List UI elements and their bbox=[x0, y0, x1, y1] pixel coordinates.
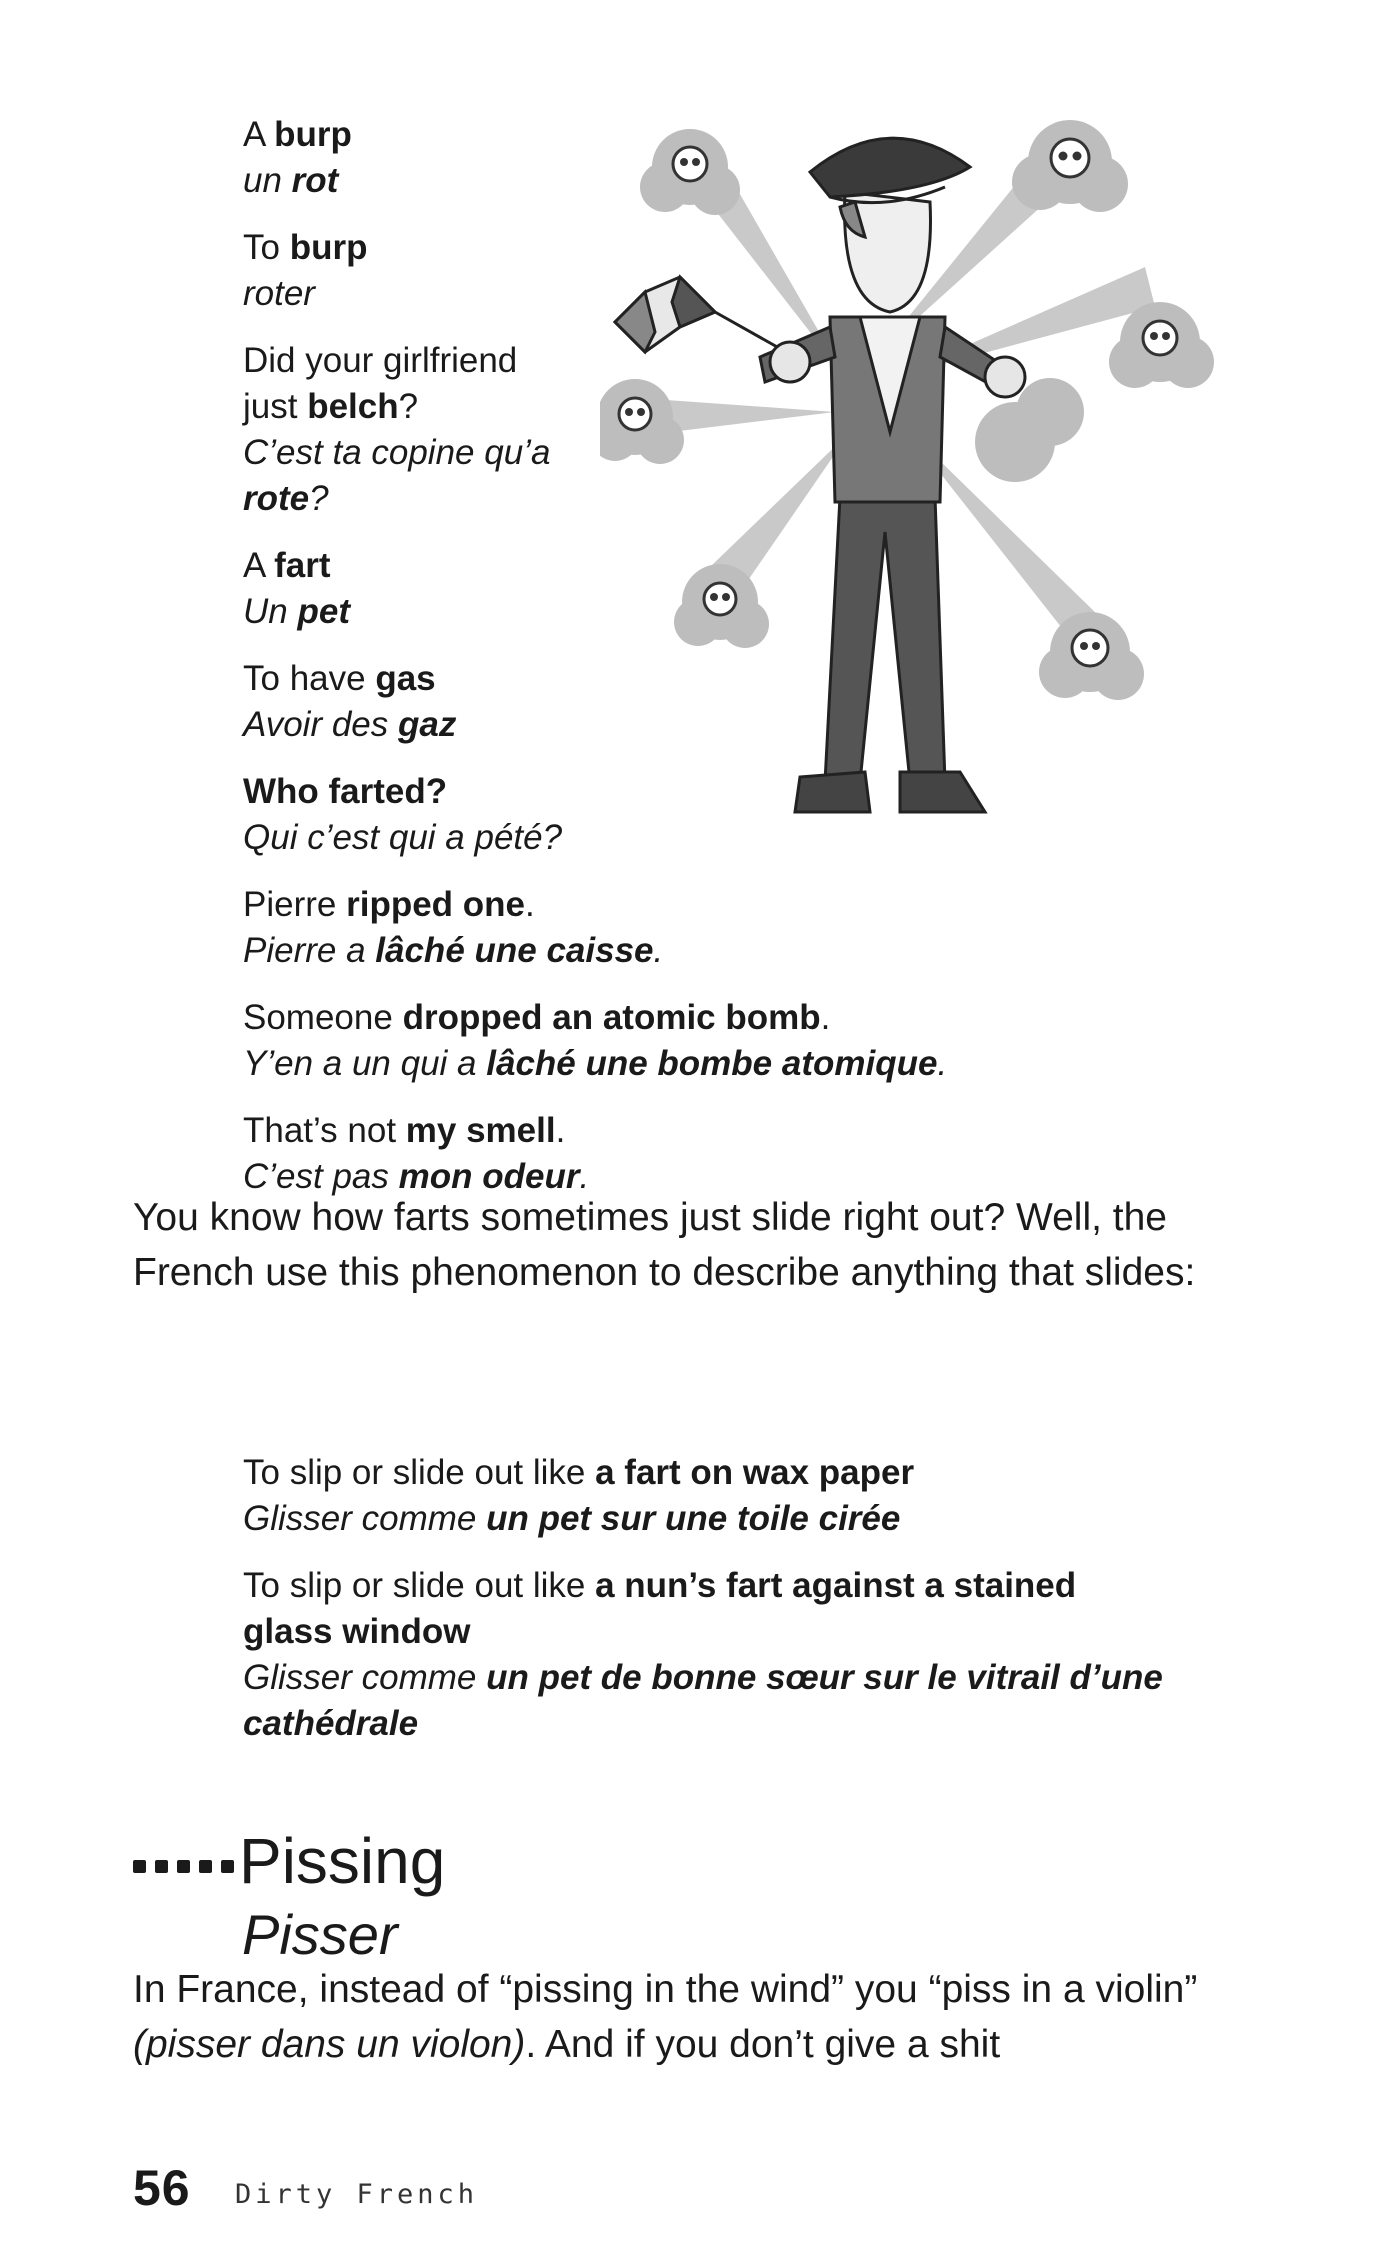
section-subtitle: Pisser bbox=[242, 1903, 398, 1966]
bold-term: burp bbox=[274, 115, 352, 154]
text-run: Glisser comme bbox=[243, 1499, 487, 1538]
text-run: Qui c’est qui a pété? bbox=[243, 818, 563, 857]
text-run: un bbox=[243, 161, 292, 200]
english-phrase bbox=[243, 1450, 1263, 1496]
text-run: That’s not bbox=[243, 1111, 406, 1150]
english-phrase bbox=[243, 882, 1263, 928]
text-run: To bbox=[243, 228, 290, 267]
bold-term: rote bbox=[243, 479, 310, 518]
bold-term: dropped an atomic bomb bbox=[402, 998, 821, 1037]
text-run: . bbox=[937, 1044, 948, 1083]
text-run: Avoir des bbox=[243, 705, 398, 744]
slide-phrase-item bbox=[243, 1450, 1263, 1542]
text-run: A bbox=[243, 115, 275, 154]
text-run: Did your girlfriend bbox=[243, 341, 518, 380]
french-translation bbox=[243, 1655, 1263, 1747]
closing-text-end: . And if you don’t give a shit bbox=[525, 2023, 1001, 2066]
text-run: . bbox=[525, 885, 535, 924]
text-run: C’est ta copine qu’a bbox=[243, 433, 551, 472]
bold-term: ripped one bbox=[346, 885, 525, 924]
text-run: To have bbox=[243, 659, 376, 698]
text-run: A bbox=[243, 546, 275, 585]
text-run: . bbox=[820, 998, 831, 1037]
bold-term: un pet sur une toile cirée bbox=[486, 1499, 901, 1538]
phrase-item bbox=[243, 1108, 1263, 1200]
bold-term: pet bbox=[297, 592, 350, 631]
text-run: ? bbox=[309, 479, 329, 518]
bold-term: glass window bbox=[243, 1612, 471, 1651]
flag bbox=[615, 277, 795, 357]
text-run: . bbox=[653, 931, 664, 970]
section-title: Pissing bbox=[239, 1825, 446, 1897]
bold-term: lâché une caisse bbox=[375, 931, 654, 970]
closing-text-start: In France, instead of “pissing in the wind” you “piss in a violin” bbox=[133, 1968, 1198, 2011]
bold-term: cathédrale bbox=[243, 1704, 419, 1743]
text-run: . bbox=[555, 1111, 566, 1150]
text-run: Glisser comme bbox=[243, 1658, 487, 1697]
closing-text-italic: (pisser dans un violon) bbox=[133, 2023, 526, 2066]
text-run: To slip or slide out like bbox=[243, 1453, 596, 1492]
text-run: Y’en a un qui a bbox=[243, 1044, 487, 1083]
phrase-item bbox=[243, 995, 1263, 1087]
slide-phrase-list bbox=[243, 1450, 1263, 1768]
phrase-item bbox=[243, 882, 1263, 974]
bold-term: burp bbox=[289, 228, 368, 267]
text-run: Pierre a bbox=[243, 931, 376, 970]
french-translation bbox=[243, 1041, 1263, 1087]
slide-phrase-item bbox=[243, 1563, 1263, 1747]
french-translation bbox=[243, 1496, 1263, 1542]
text-run: C’est pas bbox=[243, 1157, 399, 1196]
farting-character-illustration bbox=[600, 112, 1220, 862]
book-title: Dirty French bbox=[235, 2179, 479, 2210]
bold-term: my smell bbox=[405, 1111, 556, 1150]
bold-term: un pet de bonne sœur sur le vitrail d’une bbox=[486, 1658, 1163, 1697]
english-phrase bbox=[243, 995, 1263, 1041]
text-run: . bbox=[579, 1157, 590, 1196]
heading-dots bbox=[133, 1860, 237, 1874]
bold-term: Who farted? bbox=[243, 772, 448, 811]
bold-term: rot bbox=[291, 161, 339, 200]
bold-term: gaz bbox=[398, 705, 457, 744]
text-run: roter bbox=[243, 274, 315, 313]
text-run: Un bbox=[243, 592, 298, 631]
bold-term: fart bbox=[274, 546, 331, 585]
bold-term: mon odeur bbox=[398, 1157, 580, 1196]
english-phrase bbox=[243, 1563, 1263, 1655]
text-run: Someone bbox=[243, 998, 403, 1037]
bold-term: a nun’s fart against a stained bbox=[595, 1566, 1077, 1605]
intro-paragraph: You know how farts sometimes just slide right out? Well, the French use this phenomenon to describe anything that slides: bbox=[133, 1196, 1196, 1294]
text-run: ? bbox=[398, 387, 419, 426]
closing-paragraph bbox=[133, 1962, 1263, 2072]
bold-term: gas bbox=[375, 659, 436, 698]
bold-term: a fart on wax paper bbox=[595, 1453, 915, 1492]
english-phrase bbox=[243, 1108, 1263, 1154]
text-run: just bbox=[243, 387, 308, 426]
bold-term: belch bbox=[307, 387, 399, 426]
text-run: To slip or slide out like bbox=[243, 1566, 596, 1605]
bold-term: lâché une bombe atomique bbox=[486, 1044, 938, 1083]
text-run: Pierre bbox=[243, 885, 347, 924]
page-number: 56 bbox=[133, 2160, 191, 2216]
french-translation bbox=[243, 928, 1263, 974]
